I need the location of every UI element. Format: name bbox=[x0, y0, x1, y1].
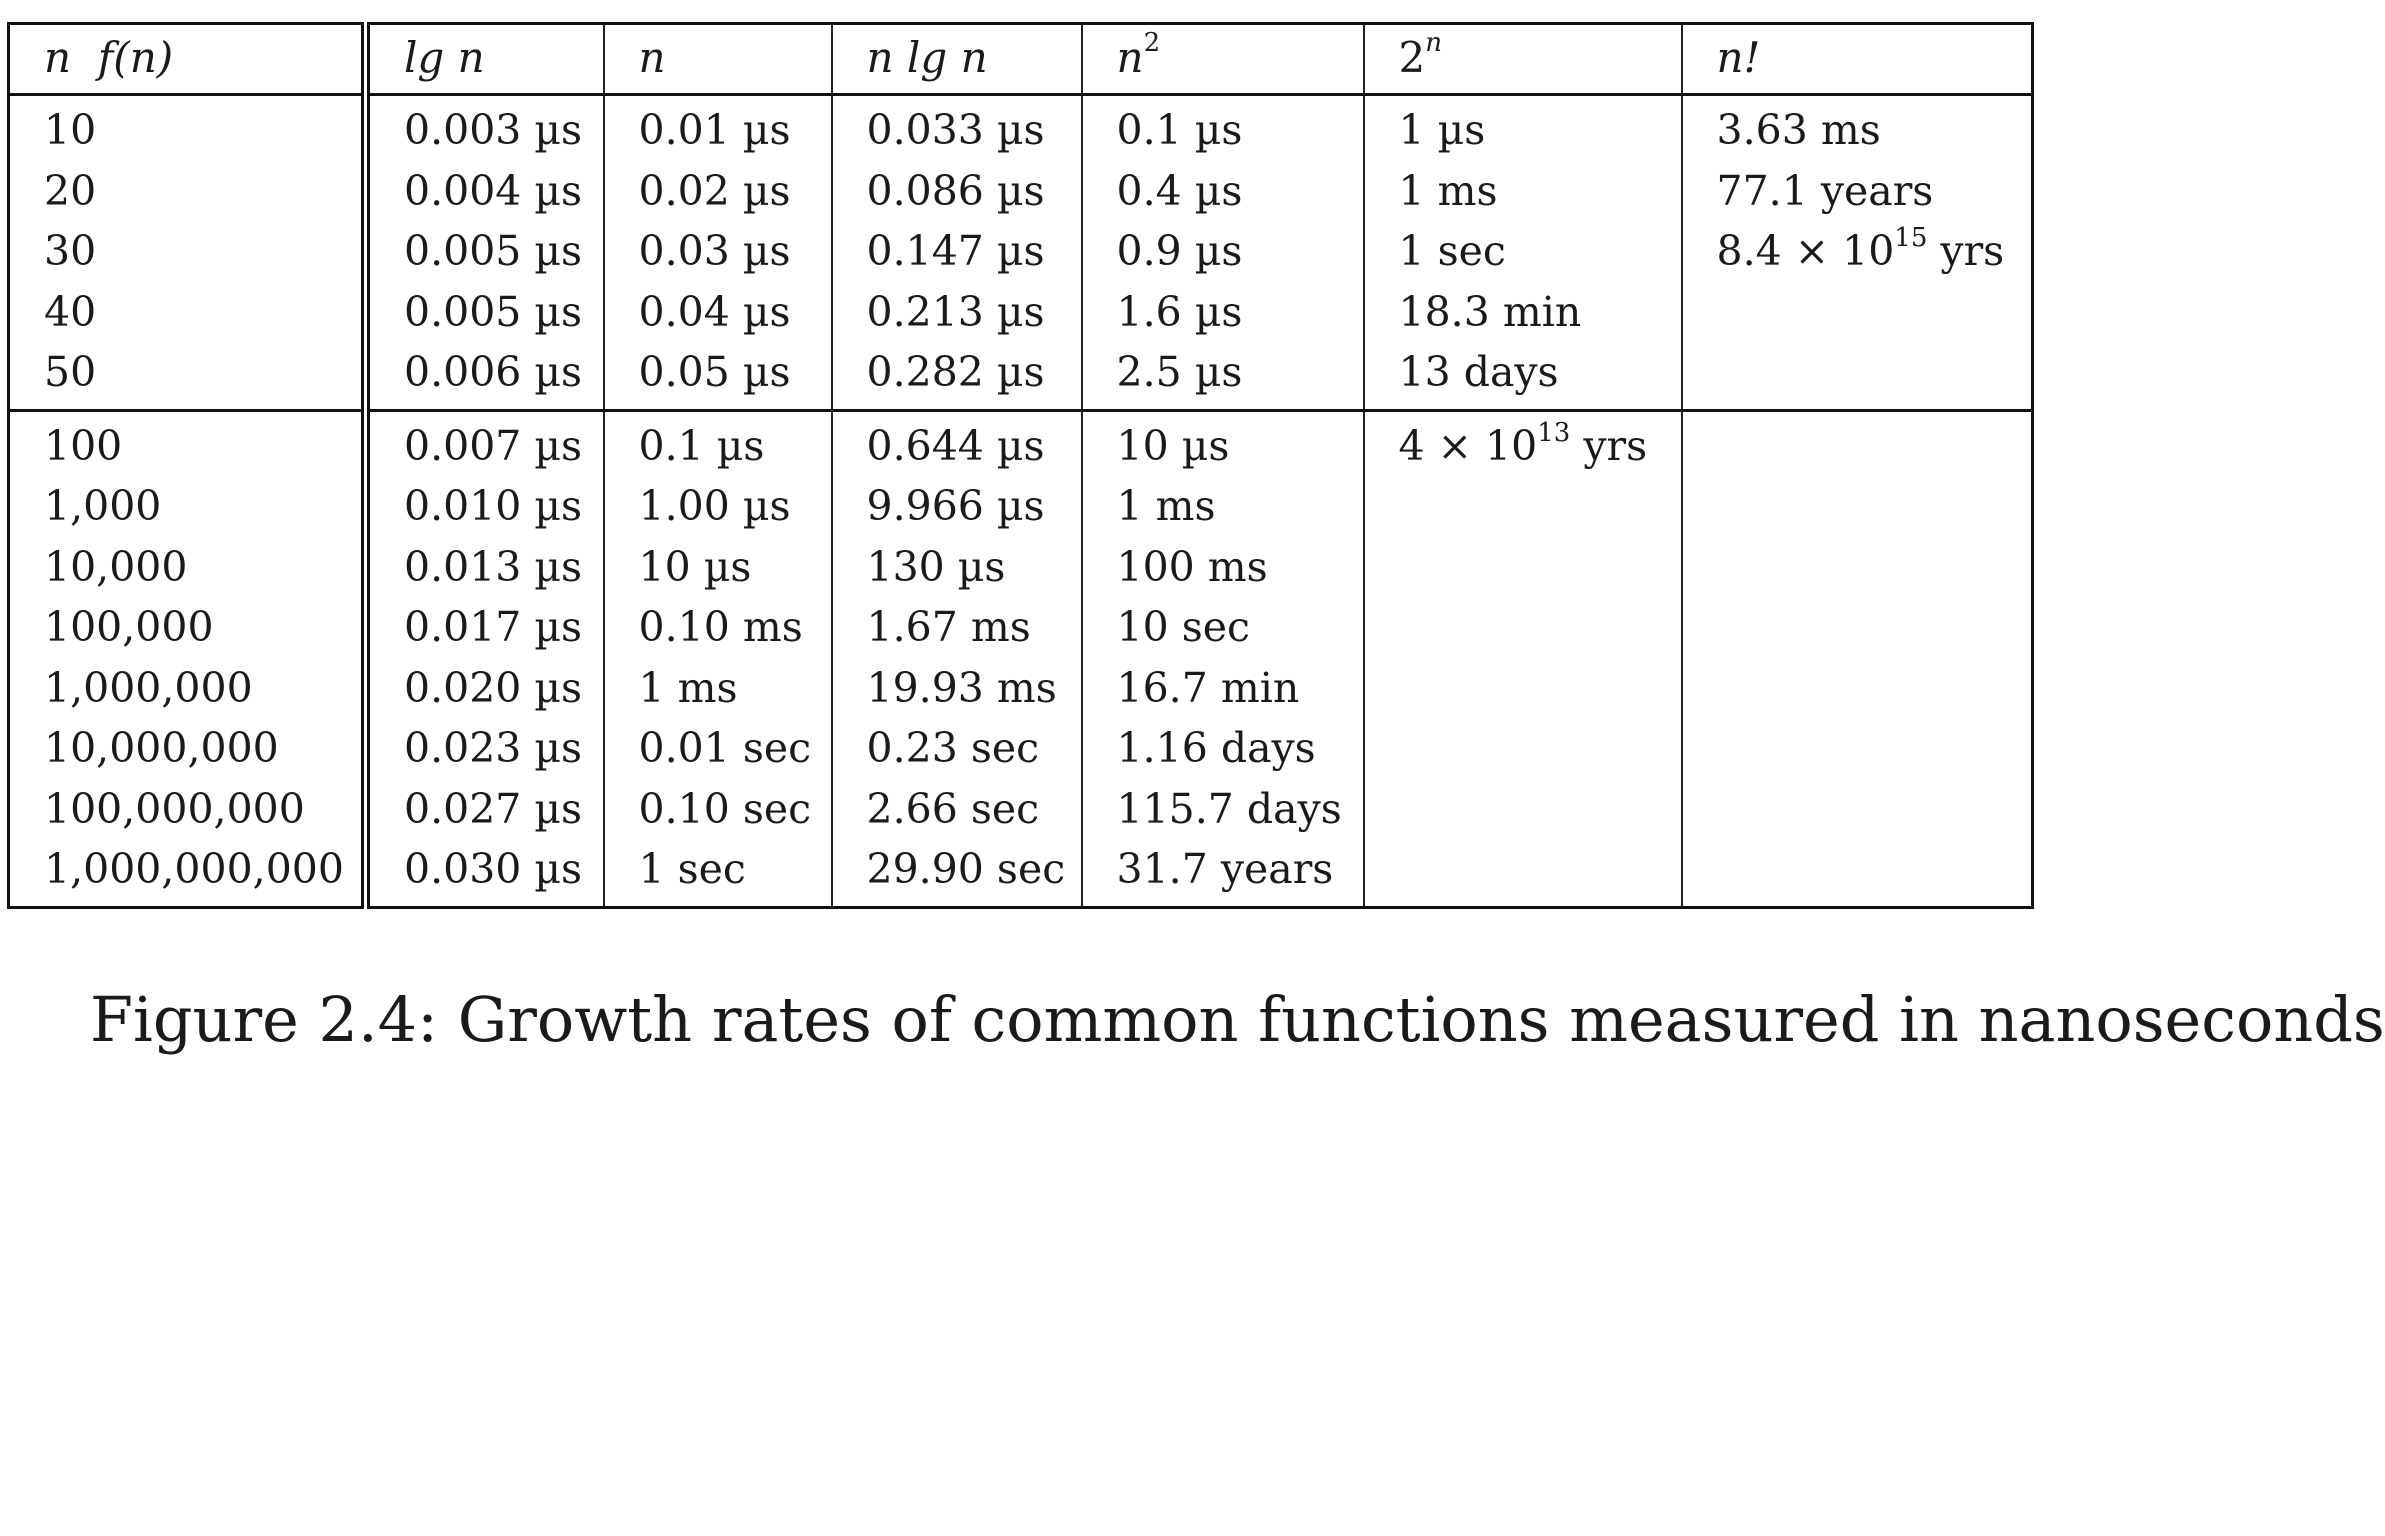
cell-value: 40 bbox=[44, 287, 97, 336]
cell-n bbox=[9, 95, 366, 411]
header-two-to-n: 2$^n$ bbox=[1364, 24, 1682, 95]
cell-value: 1,000,000 bbox=[44, 663, 253, 712]
header-n-lg-n: n lg n bbox=[832, 24, 1082, 95]
header-lg-n: lg n bbox=[366, 24, 604, 95]
cell-n-factorial bbox=[1682, 410, 2033, 907]
cell-value: 0.147 µs bbox=[866, 227, 1045, 275]
cell-n-linear bbox=[604, 410, 832, 907]
cell-value: $8.4 \times 10^{15}$ yrs bbox=[1716, 223, 2005, 275]
cell-value: 0.282 µs bbox=[866, 348, 1045, 396]
cell-n-linear bbox=[604, 95, 832, 411]
cell-value: 3.63 ms bbox=[1716, 106, 1881, 154]
cell-value: 100,000 bbox=[44, 603, 214, 651]
header-n-factorial: n! bbox=[1682, 24, 2033, 95]
cell-value: 77.1 years bbox=[1716, 166, 1934, 215]
cell-value: 0.086 µs bbox=[866, 166, 1045, 215]
table-row-group-small-n bbox=[9, 95, 2033, 411]
cell-value: 2.5 µs bbox=[1116, 348, 1243, 396]
cell-value: 0.213 µs bbox=[866, 287, 1045, 336]
cell-value: 0.03 µs bbox=[638, 227, 791, 275]
table-row-group-large-n bbox=[9, 410, 2033, 907]
cell-lg-n bbox=[366, 410, 604, 907]
cell-n-lg-n bbox=[832, 410, 1082, 907]
cell-n-factorial bbox=[1682, 95, 2033, 411]
cell-value: 0.003 µs bbox=[404, 106, 583, 154]
cell-value: 10,000,000 bbox=[44, 724, 279, 772]
cell-value: 130 µs bbox=[866, 542, 1006, 591]
cell-value: 100 bbox=[44, 421, 123, 470]
cell-value: 1 ms bbox=[638, 663, 738, 712]
cell-value: 1.67 ms bbox=[866, 603, 1031, 651]
cell-value: 0.033 µs bbox=[866, 106, 1045, 154]
cell-value: 0.010 µs bbox=[404, 482, 583, 530]
cell-value: 115.7 days bbox=[1116, 784, 1342, 833]
cell-n bbox=[9, 410, 366, 907]
cell-value: 1.00 µs bbox=[638, 482, 791, 530]
cell-value: 0.05 µs bbox=[638, 348, 791, 396]
cell-value: 0.02 µs bbox=[638, 166, 791, 215]
cell-value: 1.16 days bbox=[1116, 724, 1316, 772]
cell-value: 0.9 µs bbox=[1116, 227, 1243, 275]
cell-value: 0.644 µs bbox=[866, 421, 1045, 470]
cell-value: 0.01 sec bbox=[638, 724, 812, 772]
cell-value: 0.10 ms bbox=[638, 603, 803, 651]
growth-rates-table bbox=[7, 22, 2034, 909]
cell-value: 10 bbox=[44, 106, 97, 154]
cell-value: 1 sec bbox=[638, 845, 746, 893]
cell-value: 0.005 µs bbox=[404, 287, 583, 336]
header-n-squared: $n^2$ bbox=[1082, 24, 1364, 95]
cell-value: 10 µs bbox=[638, 542, 752, 591]
cell-value: 100,000,000 bbox=[44, 784, 305, 833]
cell-value: 9.966 µs bbox=[866, 482, 1045, 530]
figure-caption: Figure 2.4: Growth rates of common functions measured in nanoseconds bbox=[90, 983, 2385, 1056]
cell-value: 50 bbox=[44, 348, 97, 396]
cell-value: 10 sec bbox=[1116, 603, 1250, 651]
cell-value: 0.023 µs bbox=[404, 724, 583, 772]
cell-value: 0.01 µs bbox=[638, 106, 791, 154]
cell-value: 1 ms bbox=[1398, 166, 1498, 215]
cell-value: 0.027 µs bbox=[404, 784, 583, 833]
cell-value: 0.1 µs bbox=[1116, 106, 1243, 154]
cell-value: 13 days bbox=[1398, 348, 1559, 396]
cell-value: 0.017 µs bbox=[404, 603, 583, 651]
cell-value: 1,000,000,000 bbox=[44, 845, 344, 893]
cell-value: $4 \times 10^{13}$ yrs bbox=[1398, 417, 1648, 470]
cell-value: 19.93 ms bbox=[866, 663, 1057, 712]
cell-value: 0.013 µs bbox=[404, 542, 583, 591]
cell-n-lg-n bbox=[832, 95, 1082, 411]
cell-value: 16.7 min bbox=[1116, 663, 1300, 712]
cell-value: 1 µs bbox=[1398, 106, 1486, 154]
cell-two-to-n bbox=[1364, 95, 1682, 411]
header-row bbox=[9, 24, 2033, 95]
cell-two-to-n bbox=[1364, 410, 1682, 907]
cell-value: 18.3 min bbox=[1398, 287, 1582, 336]
cell-value: 10 µs bbox=[1116, 421, 1230, 470]
cell-value: 1 ms bbox=[1116, 482, 1216, 530]
cell-value: 1.6 µs bbox=[1116, 287, 1243, 336]
cell-value: 0.23 sec bbox=[866, 724, 1040, 772]
cell-value: 20 bbox=[44, 166, 97, 215]
cell-value: 2.66 sec bbox=[866, 784, 1040, 833]
cell-value: 0.1 µs bbox=[638, 421, 765, 470]
header-n-fn: n f(n) bbox=[9, 24, 366, 95]
cell-value: 0.4 µs bbox=[1116, 166, 1243, 215]
cell-value: 0.004 µs bbox=[404, 166, 583, 215]
cell-value: 0.030 µs bbox=[404, 845, 583, 893]
cell-lg-n bbox=[366, 95, 604, 411]
cell-value: 0.007 µs bbox=[404, 421, 583, 470]
cell-value: 0.020 µs bbox=[404, 663, 583, 712]
cell-value: 29.90 sec bbox=[866, 845, 1066, 893]
cell-n-squared bbox=[1082, 95, 1364, 411]
cell-value: 0.006 µs bbox=[404, 348, 583, 396]
cell-value: 10,000 bbox=[44, 542, 188, 591]
cell-value: 0.10 sec bbox=[638, 784, 812, 833]
cell-value: 1 sec bbox=[1398, 227, 1506, 275]
cell-n-squared bbox=[1082, 410, 1364, 907]
cell-value: 30 bbox=[44, 227, 97, 275]
cell-value: 0.04 µs bbox=[638, 287, 791, 336]
cell-value: 0.005 µs bbox=[404, 227, 583, 275]
header-n: n bbox=[604, 24, 832, 95]
cell-value: 31.7 years bbox=[1116, 845, 1334, 893]
cell-value: 1,000 bbox=[44, 482, 162, 530]
cell-value: 100 ms bbox=[1116, 542, 1268, 591]
